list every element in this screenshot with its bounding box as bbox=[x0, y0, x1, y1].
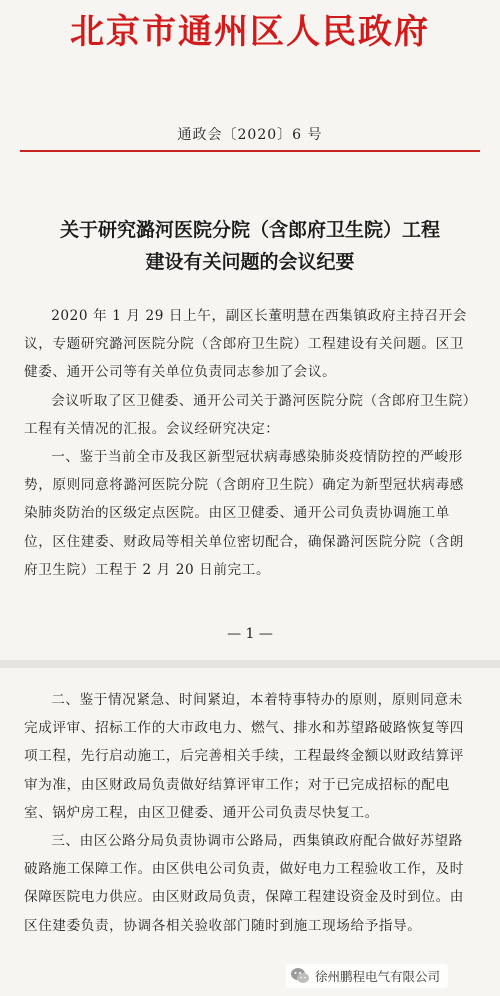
watermark-text: 徐州鹏程电气有限公司 bbox=[315, 969, 441, 984]
page2-body bbox=[24, 686, 476, 940]
watermark bbox=[286, 964, 448, 988]
page1-body bbox=[24, 302, 476, 584]
paragraph: 会议听取了区卫健委、通开公司关于潞河医院分院（含郎府卫生院）工程有关情况的汇报。会议经研究决定： bbox=[24, 392, 471, 437]
paragraph: 2020 年 1 月 29 日上午，副区长董明慧在西集镇政府主持召开会议，专题研究潞河医院分院（含郎府卫生院）工程建设有关问题。区卫健委、通开公司等有关单位负责同志参加了会议。 bbox=[24, 308, 467, 381]
document-number: 通政会〔2020〕6 号 bbox=[177, 127, 323, 143]
red-separator-line bbox=[20, 150, 480, 152]
title-line-1: 关于研究潞河医院分院（含郎府卫生院）工程 bbox=[59, 219, 440, 241]
paragraph: 二、鉴于情况紧急、时间紧迫，本着特事特办的原则，原则同意未完成评审、招标工作的大市政电力、燃气、排水和苏望路破路恢复等四项工程，先行启动施工，后完善相关手续，工程最终金额以财政结算评审为准，由区财政局负责做好结算评审工作；对于已完成招标的配电室、锅炉房工程，由区卫健委、通开公司负责尽快复工。 bbox=[24, 692, 465, 821]
issuer-title: 北京市通州区人民政府 bbox=[70, 12, 430, 52]
paragraph: 三、由区公路分局负责协调市公路局，西集镇政府配合做好苏望路破路施工保障工作。由区供电公司负责，做好电力工程验收工作，及时保障医院电力供应。由区财政局负责，保障工程建设资金及时到位。由区住建委负责，协调各相关验收部门随时到施工现场给予指导。 bbox=[24, 833, 465, 934]
wechat-icon bbox=[290, 967, 310, 985]
document-title bbox=[0, 214, 500, 278]
page-gap bbox=[0, 660, 500, 668]
page-number: — 1 — bbox=[227, 626, 273, 642]
title-line-2: 建设有关问题的会议纪要 bbox=[145, 251, 355, 273]
paragraph: 一、鉴于当前全市及我区新型冠状病毒感染肺炎疫情防控的严峻形势，原则同意将潞河医院分院（含朗府卫生院）确定为新型冠状病毒感染肺炎防治的区级定点医院。由区卫健委、通开公司负责协调施工单位，区住建委、财政局等相关单位密切配合，确保潞河医院分院（含朗府卫生院）工程于 2 月 20 日前完工。 bbox=[24, 449, 465, 578]
